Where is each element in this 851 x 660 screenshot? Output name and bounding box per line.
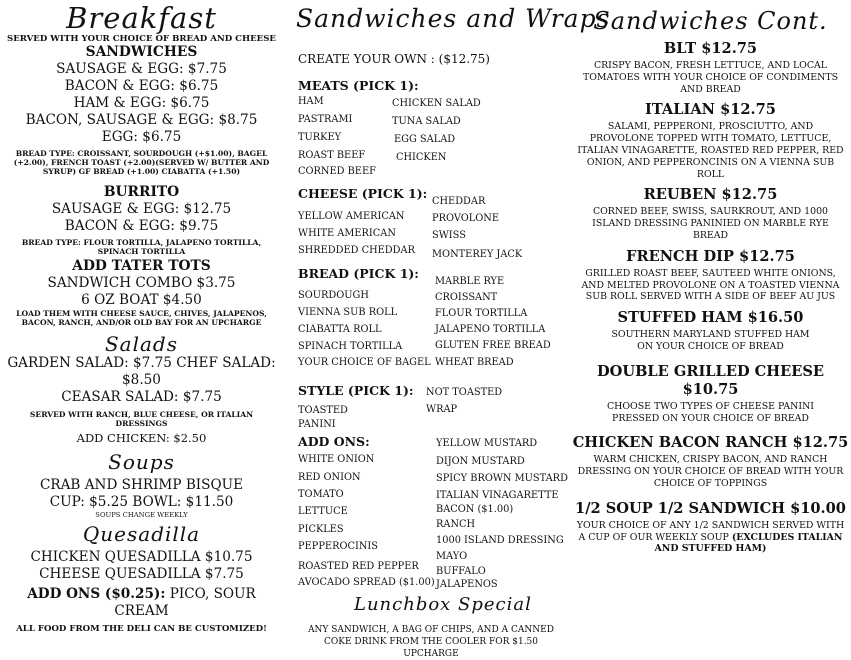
item-desc: CHOOSE TWO TYPES OF CHEESE PANINI PRESSED ON YOUR CHOICE OF BREAD [607, 400, 814, 424]
option-item: AVOCADO SPREAD ($1.00) [298, 577, 435, 588]
cheese-heading: CHEESE (PICK 1): [298, 186, 428, 201]
item-desc: WARM CHICKEN, CRISPY BACON, AND RANCH DRESSING ON YOUR CHOICE OF BREAD WITH YOUR CHOICE OF TOPPINGS [577, 454, 844, 489]
burrito-heading: BURRITO [103, 184, 180, 200]
quesadilla-addons [0, 586, 283, 620]
menu-item: CHICKEN QUESADILLA $10.75 [30, 549, 253, 565]
menu-item: EGG: $6.75 [101, 129, 182, 145]
item-name: DOUBLE GRILLED CHEESE $10.75 [596, 362, 824, 398]
menu-item: CRAB AND SHRIMP BISQUE [39, 477, 244, 493]
item-name: ITALIAN $12.75 [645, 101, 776, 119]
menu-item: CEASAR SALAD: $7.75 [61, 389, 222, 405]
lunchbox-text: ANY SANDWICH, A BAG OF CHIPS, AND A CANNED COKE DRINK FROM THE COOLER FOR $1.50 UPCHARGE [308, 625, 554, 659]
option-item: YOUR CHOICE OF BAGEL [298, 357, 431, 368]
option-item: SPICY BROWN MUSTARD [436, 473, 568, 484]
option-item: WHEAT BREAD [435, 357, 514, 368]
option-item: ROAST BEEF [298, 150, 366, 161]
menu-item: CHEESE QUESADILLA $7.75 [39, 566, 244, 582]
style-heading: STYLE (PICK 1): [298, 383, 414, 398]
breakfast-served-with: SERVED WITH YOUR CHOICE OF BREAD AND CHEESE [7, 34, 276, 44]
option-item: SWISS [432, 230, 466, 241]
menu-entry [570, 186, 851, 241]
item-desc: GRILLED ROAST BEEF, SAUTEED WHITE ONIONS, AND MELTED PROVOLONE ON A TOASTED VIENNA SUB ROLL SERVED WITH A SIDE OF BEEF AU JUS [581, 267, 840, 303]
option-item: 1000 ISLAND DRESSING [436, 535, 564, 546]
option-item: MONTEREY JACK [432, 249, 523, 260]
soups-title: Soups [108, 450, 175, 474]
option-item: SOURDOUGH [298, 290, 369, 301]
option-item: PEPPEROCINIS [298, 541, 379, 552]
option-item: YELLOW AMERICAN [298, 211, 405, 222]
option-item: WHITE AMERICAN [298, 228, 396, 239]
option-item: PASTRAMI [298, 114, 353, 125]
item-name: FRENCH DIP $12.75 [626, 247, 795, 265]
option-item: MAYO [436, 551, 468, 562]
option-item: TOMATO [298, 489, 344, 500]
option-item: RANCH [436, 519, 476, 530]
option-item: BUFFALO [436, 566, 486, 577]
item-name: REUBEN $12.75 [643, 186, 778, 204]
breakfast-sandwich-list [0, 61, 283, 146]
option-item: PROVOLONE [432, 213, 500, 224]
burrito-bread-note: BREAD TYPE: FLOUR TORTILLA, JALAPENO TORTILLA, SPINACH TORTILLA [21, 238, 262, 256]
add-chicken: ADD CHICKEN: $2.50 [76, 431, 207, 445]
menu-item: BACON & EGG: $9.75 [64, 218, 219, 234]
option-item: SPINACH TORTILLA [298, 341, 403, 352]
option-item: BACON ($1.00) [436, 504, 514, 515]
option-item: RED ONION [298, 472, 361, 483]
item-desc: CRISPY BACON, FRESH LETTUCE, AND LOCAL TOMATOES WITH YOUR CHOICE OF CONDIMENTS AND BREAD [582, 60, 839, 95]
item-desc [576, 520, 845, 555]
menu-item: BACON, SAUSAGE & EGG: $8.75 [25, 112, 258, 128]
option-item: YELLOW MUSTARD [436, 438, 538, 449]
tots-note: LOAD THEM WITH CHEESE SAUCE, CHIVES, JALAPENOS, BACON, RANCH, AND/OR OLD BAY FOR AN UPCHARGE [16, 309, 267, 327]
item-name: BLT $12.75 [663, 40, 758, 57]
option-item: JALAPENO TORTILLA [435, 324, 546, 335]
option-item: PANINI [298, 419, 336, 430]
option-item: SHREDDED CHEDDAR [298, 245, 415, 256]
menu-entry [570, 40, 851, 95]
meats-heading: MEATS (PICK 1): [298, 78, 419, 93]
addons-value: PICO, SOUR CREAM [114, 586, 256, 619]
menu-item: CUP: $5.25 BOWL: $11.50 [49, 494, 234, 510]
menu-item: BACON & EGG: $6.75 [64, 78, 219, 94]
option-item: CHICKEN [396, 152, 447, 163]
menu-item: HAM & EGG: $6.75 [73, 95, 210, 111]
sandwiches-heading: SANDWICHES [85, 44, 198, 60]
menu-item: SAUSAGE & EGG: $12.75 [51, 201, 232, 217]
bread-type-note: BREAD TYPE: CROISSANT, SOURDOUGH (+$1.00), BAGEL (+2.00), FRENCH TOAST (+2.00)(SERVED W/ BUTTER AND SYRUP) GF BREAD (+1.00) CIABATTA (+1.50) [13, 149, 270, 176]
item-desc: SOUTHERN MARYLAND STUFFED HAM ON YOUR CHOICE OF BREAD [611, 329, 810, 352]
option-item: WRAP [426, 404, 458, 415]
option-item: NOT TOASTED [426, 387, 503, 398]
option-item: WHITE ONION [298, 454, 375, 465]
sandwiches-cont-title: Sandwiches Cont. [593, 7, 828, 35]
option-item: PICKLES [298, 524, 344, 535]
quesadilla-title: Quesadilla [82, 522, 201, 546]
option-item: LETTUCE [298, 506, 348, 517]
option-item: TURKEY [298, 132, 342, 143]
option-item: CHEDDAR [432, 196, 486, 207]
wraps-title: Sandwiches and Wraps [296, 4, 611, 33]
item-desc: CORNED BEEF, SWISS, SAURKROUT, AND 1000 ISLAND DRESSING PANINIED ON MARBLE RYE BREAD [592, 206, 829, 241]
option-item: GLUTEN FREE BREAD [435, 340, 551, 351]
option-item: CORNED BEEF [298, 166, 376, 177]
option-item: TUNA SALAD [392, 116, 461, 127]
option-item: DIJON MUSTARD [436, 456, 525, 467]
breakfast-title: Breakfast [66, 1, 217, 35]
option-item: CIABATTA ROLL [298, 324, 382, 335]
option-item: JALAPENOS [436, 579, 498, 590]
bread-heading: BREAD (PICK 1): [298, 266, 419, 281]
menu-item: 6 OZ BOAT $4.50 [81, 292, 202, 308]
option-item: FLOUR TORTILLA [435, 308, 528, 319]
item-name: STUFFED HAM $16.50 [617, 309, 804, 327]
item-desc: SALAMI, PEPPERONI, PROSCIUTTO, AND PROVOLONE TOPPED WITH TOMATO, LETTUCE, ITALIAN VINAGARETTE, ROASTED RED PEPPER, RED ONION, AND PEPPERONCINIS ON A VIENNA SUB ROLL [577, 121, 844, 180]
item-desc-exclusion: (EXCLUDES ITALIAN AND STUFFED HAM) [654, 531, 843, 555]
item-name: 1/2 SOUP 1/2 SANDWICH $10.00 [575, 499, 846, 517]
item-desc-text: YOUR CHOICE OF ANY 1/2 SANDWICH SERVED WITH A CUP OF OUR WEEKLY SOUP [576, 519, 845, 543]
option-item: TOASTED [298, 405, 348, 416]
menu-entry [570, 363, 851, 425]
create-your-own: CREATE YOUR OWN : ($12.75) [298, 52, 490, 66]
menu-entry [570, 101, 851, 180]
menu-item: SAUSAGE & EGG: $7.75 [56, 61, 227, 77]
item-name: CHICKEN BACON RANCH $12.75 [572, 434, 849, 452]
salad-dressing-note: SERVED WITH RANCH, BLUE CHEESE, OR ITALIAN DRESSINGS [29, 410, 254, 428]
addons-label: ADD ONS ($0.25): [27, 586, 166, 602]
menu-entry [570, 309, 851, 353]
soups-note: SOUPS CHANGE WEEKLY [95, 511, 188, 519]
customize-footer: ALL FOOD FROM THE DELI CAN BE CUSTOMIZED! [16, 624, 267, 634]
option-item: CHICKEN SALAD [392, 98, 481, 109]
option-item: ROASTED RED PEPPER [298, 561, 419, 572]
tater-tots-heading: ADD TATER TOTS [72, 258, 211, 274]
sandwiches-cont-column [570, 0, 851, 658]
option-item: ITALIAN VINAGARETTE [436, 490, 559, 501]
option-item: MARBLE RYE [435, 276, 505, 287]
breakfast-column [0, 0, 283, 658]
wraps-column [290, 0, 611, 659]
menu-entry [570, 248, 851, 303]
salads-title: Salads [104, 332, 178, 356]
lunchbox-title: Lunchbox Special [354, 594, 532, 615]
option-item: HAM [298, 96, 324, 107]
option-item: VIENNA SUB ROLL [298, 307, 398, 318]
addons-heading: ADD ONS: [298, 434, 370, 449]
menu-entry [570, 434, 851, 489]
menu-item: GARDEN SALAD: $7.75 CHEF SALAD: $8.50 [7, 355, 276, 388]
menu-entry [570, 500, 851, 555]
option-item: CROISSANT [435, 292, 498, 303]
option-item: EGG SALAD [394, 134, 456, 145]
menu-item: SANDWICH COMBO $3.75 [47, 275, 236, 291]
